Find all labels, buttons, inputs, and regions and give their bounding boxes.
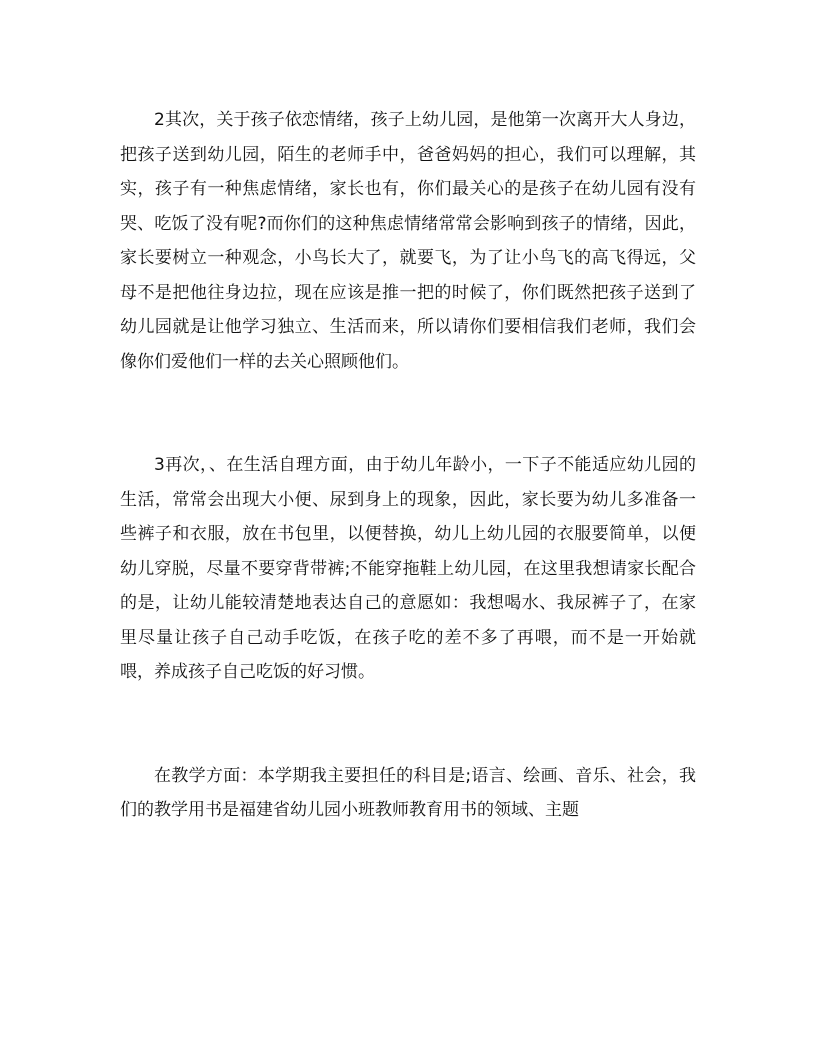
paragraph-spacer — [120, 379, 696, 448]
paragraph-separation-anxiety: 2其次，关于孩子依恋情绪，孩子上幼儿园，是他第一次离开大人身边，把孩子送到幼儿园，陌生的老师手中，爸爸妈妈的担心，我们可以理解，其实，孩子有一种焦虑情绪，家长也有，你们最关心的是孩子在幼儿园有没有哭、吃饭了没有呢?而你们的这种焦虑情绪常常会影响到孩子的情绪，因此，家长要树立一种观念，小鸟长大了，就要飞，为了让小鸟飞的高飞得远，父母不是把他往身边拉，现在应该是推一把的时候了，你们既然把孩子送到了幼儿园就是让他学习独立、生活而来，所以请你们要相信我们老师，我们会像你们爱他们一样的去关心照顾他们。 — [120, 110, 696, 372]
paragraph-self-care: 3再次，、在生活自理方面，由于幼儿年龄小，一下子不能适应幼儿园的生活，常常会出现大小便、尿到身上的现象，因此，家长要为幼儿多准备一些裤子和衣服，放在书包里，以便替换，幼儿上幼儿园的衣服要简单，以便幼儿穿脱，尽量不要穿背带裤;不能穿拖鞋上幼儿园，在这里我想请家长配合的是，让幼儿能较清楚地表达自己的意愿如：我想喝水、我尿裤子了，在家里尽量让孩子自己动手吃饭，在孩子吃的差不多了再喂，而不是一开始就喂，养成孩子自己吃饭的好习惯。 — [120, 455, 696, 682]
paragraph-spacer — [120, 690, 696, 759]
paragraph-teaching: 在教学方面：本学期我主要担任的科目是;语言、绘画、音乐、社会，我们的教学用书是福建省幼儿园小班教师教育用书的领域、主题 — [120, 765, 696, 820]
document-body — [120, 103, 696, 828]
